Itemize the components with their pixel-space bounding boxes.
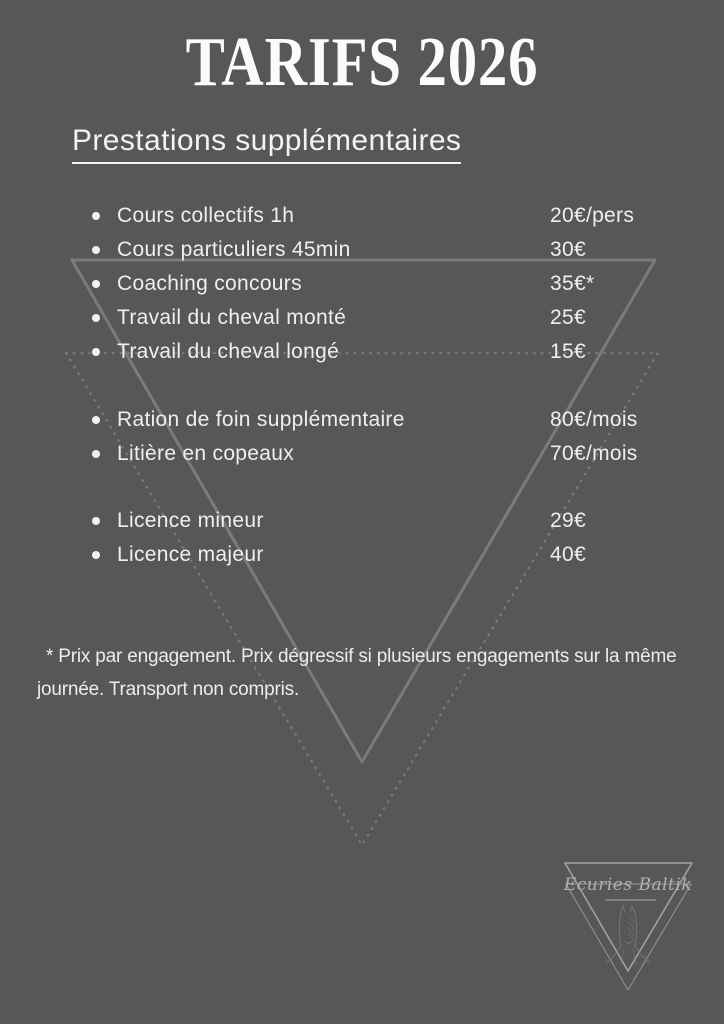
footnote bbox=[37, 640, 697, 706]
bullet-icon bbox=[92, 551, 100, 559]
price-row bbox=[0, 267, 724, 301]
service-price: 40€ bbox=[550, 543, 586, 566]
service-label: Coaching concours bbox=[117, 272, 302, 295]
service-label: Licence mineur bbox=[117, 509, 264, 532]
price-group-lessons bbox=[0, 199, 724, 369]
service-label: Travail du cheval longé bbox=[117, 340, 340, 363]
service-label: Cours particuliers 45min bbox=[117, 238, 351, 261]
price-row bbox=[0, 403, 724, 437]
service-price: 80€/mois bbox=[550, 408, 638, 431]
service-price: 20€/pers bbox=[550, 204, 635, 227]
price-group-boarding bbox=[0, 403, 724, 471]
service-price: 35€* bbox=[550, 272, 595, 295]
service-price: 15€ bbox=[550, 340, 586, 363]
bullet-icon bbox=[92, 246, 100, 254]
ecuries-baltik-logo bbox=[540, 845, 710, 1015]
price-row bbox=[0, 301, 724, 335]
service-price: 30€ bbox=[550, 238, 586, 261]
footnote-line-1: * Prix par engagement. Prix dégressif si plusieurs engagements sur la même bbox=[46, 646, 677, 667]
bullet-icon bbox=[92, 517, 100, 525]
bullet-icon bbox=[92, 212, 100, 220]
section-heading: Prestations supplémentaires bbox=[72, 124, 461, 164]
service-label: Ration de foin supplémentaire bbox=[117, 408, 405, 431]
logo-text: Ecuries Baltik bbox=[563, 875, 693, 895]
price-row bbox=[0, 335, 724, 369]
bullet-icon bbox=[92, 450, 100, 458]
footnote-line-2: journée. Transport non compris. bbox=[37, 679, 300, 700]
price-row bbox=[0, 437, 724, 471]
price-row bbox=[0, 538, 724, 572]
price-row bbox=[0, 504, 724, 538]
service-label: Licence majeur bbox=[117, 543, 264, 566]
service-label: Cours collectifs 1h bbox=[117, 204, 295, 227]
bullet-icon bbox=[92, 416, 100, 424]
bullet-icon bbox=[92, 280, 100, 288]
service-label: Travail du cheval monté bbox=[117, 306, 347, 329]
service-price: 70€/mois bbox=[550, 442, 638, 465]
service-price: 29€ bbox=[550, 509, 586, 532]
price-group-licences bbox=[0, 504, 724, 572]
horse-head-icon bbox=[606, 906, 650, 965]
price-row bbox=[0, 199, 724, 233]
bullet-icon bbox=[92, 348, 100, 356]
price-row bbox=[0, 233, 724, 267]
bullet-icon bbox=[92, 314, 100, 322]
page-title: TARIFS 2026 bbox=[185, 24, 539, 101]
service-label: Litière en copeaux bbox=[117, 442, 295, 465]
service-price: 25€ bbox=[550, 306, 586, 329]
